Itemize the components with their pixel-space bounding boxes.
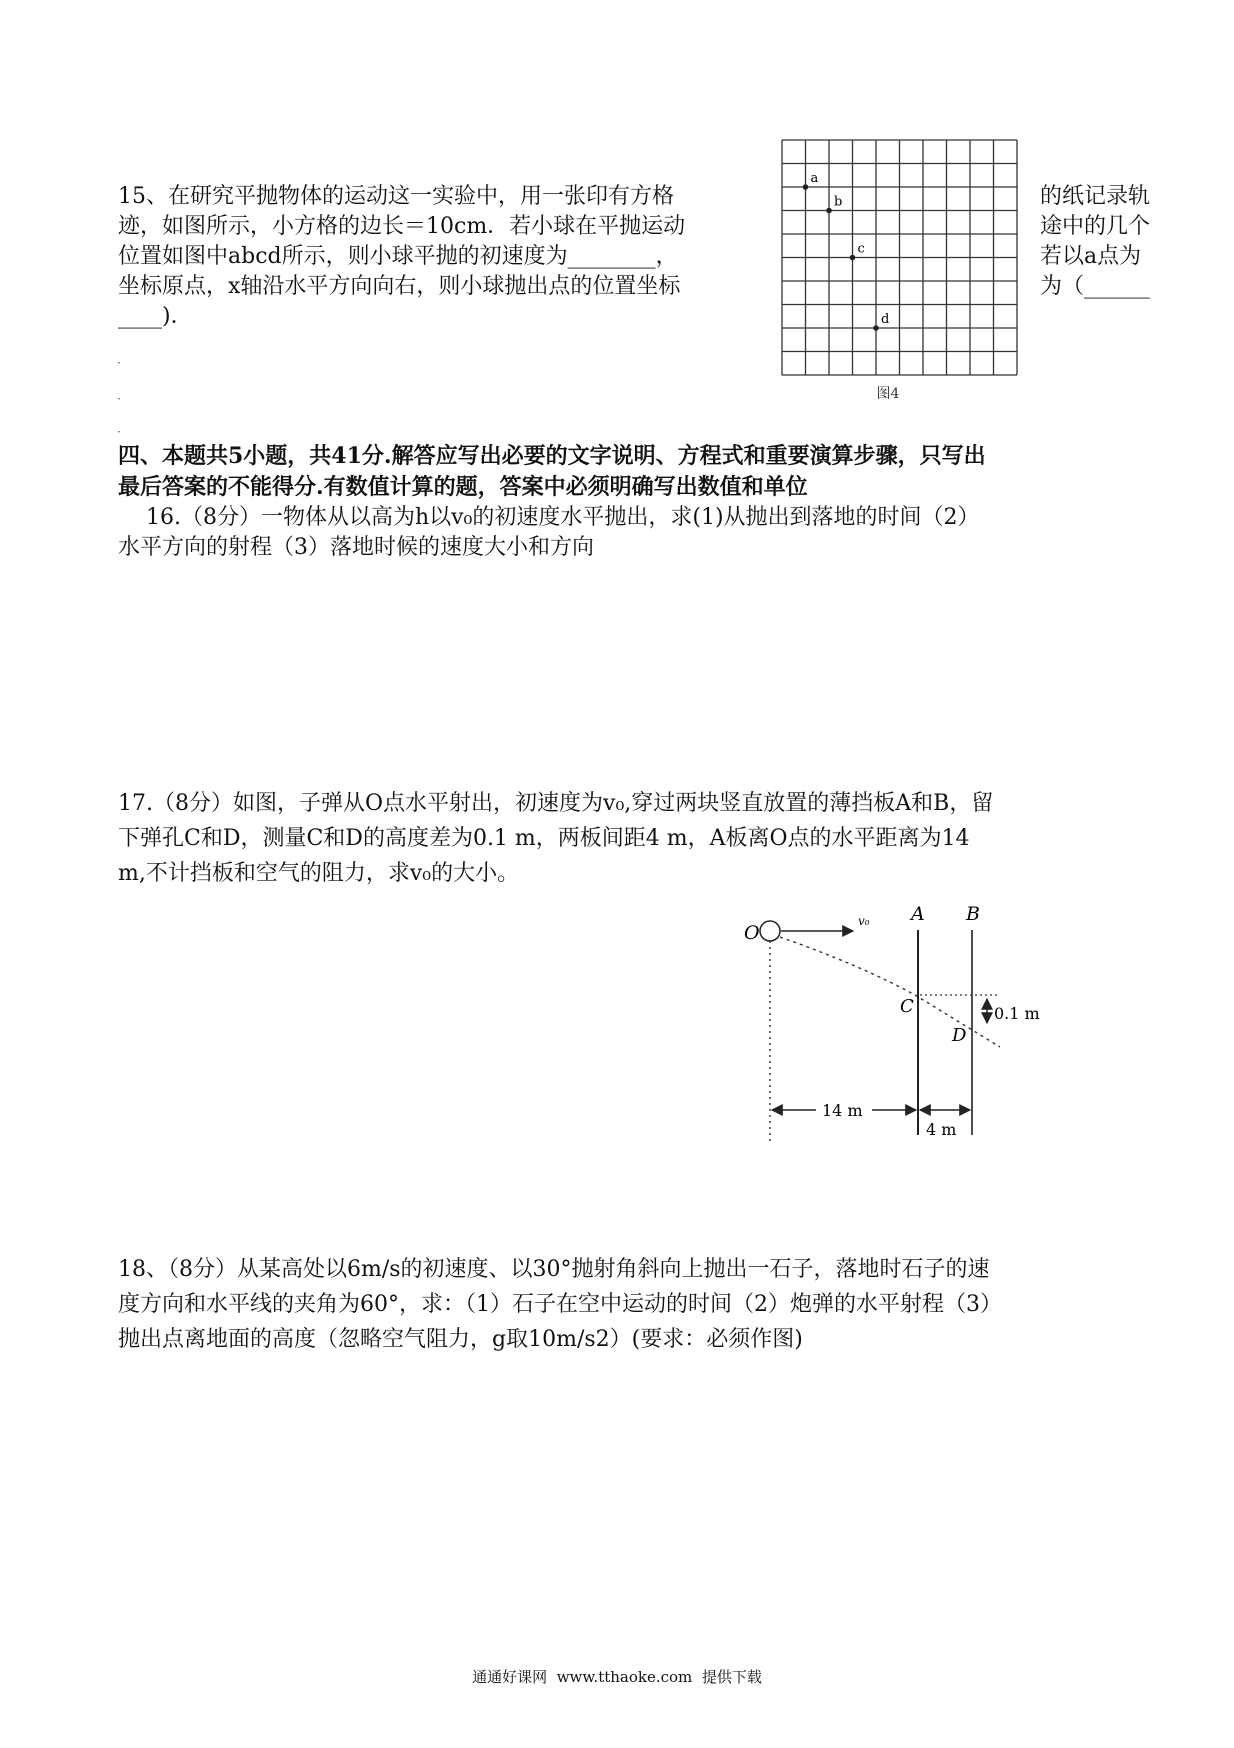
q15-line-3: 位置如图中abcd所示，则小球平抛的初速度为________， xyxy=(118,244,678,269)
label-a: A xyxy=(911,903,925,925)
label-dist-oa: 14 m xyxy=(822,1101,863,1120)
label-height: 0.1 m xyxy=(994,1004,1040,1023)
section4-heading-line-1: 四、本题共5小题，共41分.解答应写出必要的文字说明、方程式和重要演算步骤，只写出 xyxy=(118,443,986,469)
label-c: C xyxy=(900,996,914,1017)
grid-point-label-b: b xyxy=(834,194,843,210)
grid-point-label-c: c xyxy=(857,241,865,257)
q17-line-3: m,不计挡板和空气的阻力，求v₀的大小。 xyxy=(118,861,520,886)
q18-line-1: 18、（8分）从某高处以6m/s的初速度、以30°抛射角斜向上抛出一石子，落地时石子的速 xyxy=(118,1257,990,1282)
q15-grid-figure xyxy=(770,130,1020,410)
q16-line-2: 水平方向的射程（3）落地时候的速度大小和方向 xyxy=(118,535,594,560)
section4-heading-line-2: 最后答案的不能得分.有数值计算的题，答案中必须明确写出数值和单位 xyxy=(118,474,808,500)
stray-dot-3: · xyxy=(117,425,121,439)
stray-dot-1: · xyxy=(117,356,121,370)
grid-point-label-d: d xyxy=(881,312,890,327)
grid-point-b xyxy=(826,208,832,214)
q15-line-2: 迹，如图所示，小方格的边长＝10cm．若小球在平抛运动 xyxy=(118,214,686,239)
q15-right-text xyxy=(1040,182,1150,302)
grid-point-label-a: a xyxy=(810,171,819,186)
q15-line-1: 15、在研究平抛物体的运动这一实验中，用一张印有方格 xyxy=(118,184,674,209)
q15-right-line-2: 途中的几个 xyxy=(1040,214,1151,239)
label-d: D xyxy=(952,1025,967,1046)
q16-line-1: 16.（8分）一物体从以高为h以v₀的初速度水平抛出，求(1)从抛出到落地的时间（2） xyxy=(118,505,980,530)
q18-line-2: 度方向和水平线的夹角为60°，求：（1）石子在空中运动的时间（2）炮弹的水平射程（3） xyxy=(118,1292,1002,1317)
q18-text xyxy=(118,1252,1002,1357)
point-o-circle xyxy=(760,921,780,941)
q15-line-5: ____)． xyxy=(118,304,193,329)
label-o: O xyxy=(744,922,760,944)
figure-caption: 图4 xyxy=(876,386,900,402)
q17-line-1: 17.（8分）如图，子弹从O点水平射出，初速度为v₀,穿过两块竖直放置的薄挡板A和B，留 xyxy=(118,791,994,816)
q15-right-line-4: 为（______ xyxy=(1040,274,1151,299)
q17-text xyxy=(118,786,993,891)
q18-line-3: 抛出点离地面的高度（忽略空气阻力，g取10m/s2）(要求：必须作图) xyxy=(118,1327,803,1352)
section4-heading xyxy=(118,441,986,503)
q17-projectile-figure xyxy=(730,895,1060,1165)
q15-left-text xyxy=(118,182,685,332)
label-dist-ab: 4 m xyxy=(926,1120,957,1139)
grid-point-c xyxy=(850,255,856,261)
q15-right-line-3: 若以a点为 xyxy=(1040,244,1142,269)
grid-point-d xyxy=(873,325,879,331)
trajectory-dotted xyxy=(780,937,1000,1047)
q15-line-4: 坐标原点，x轴沿水平方向向右，则小球抛出点的位置坐标 xyxy=(118,274,681,299)
stray-dot-2: · xyxy=(117,392,121,406)
grid-point-a xyxy=(803,184,809,190)
label-b: B xyxy=(966,903,980,925)
grid-points xyxy=(803,171,891,331)
label-v0: v₀ xyxy=(858,914,870,928)
q17-line-2: 下弹孔C和D，测量C和D的高度差为0.1 m，两板间距4 m，A板离O点的水平距离为14 xyxy=(118,826,970,851)
q15-right-line-1: 的纸记录轨 xyxy=(1040,184,1151,209)
footer-credit: 通通好课网 www.tthaoke.com 提供下载 xyxy=(472,1668,762,1686)
q16-text xyxy=(118,503,980,563)
